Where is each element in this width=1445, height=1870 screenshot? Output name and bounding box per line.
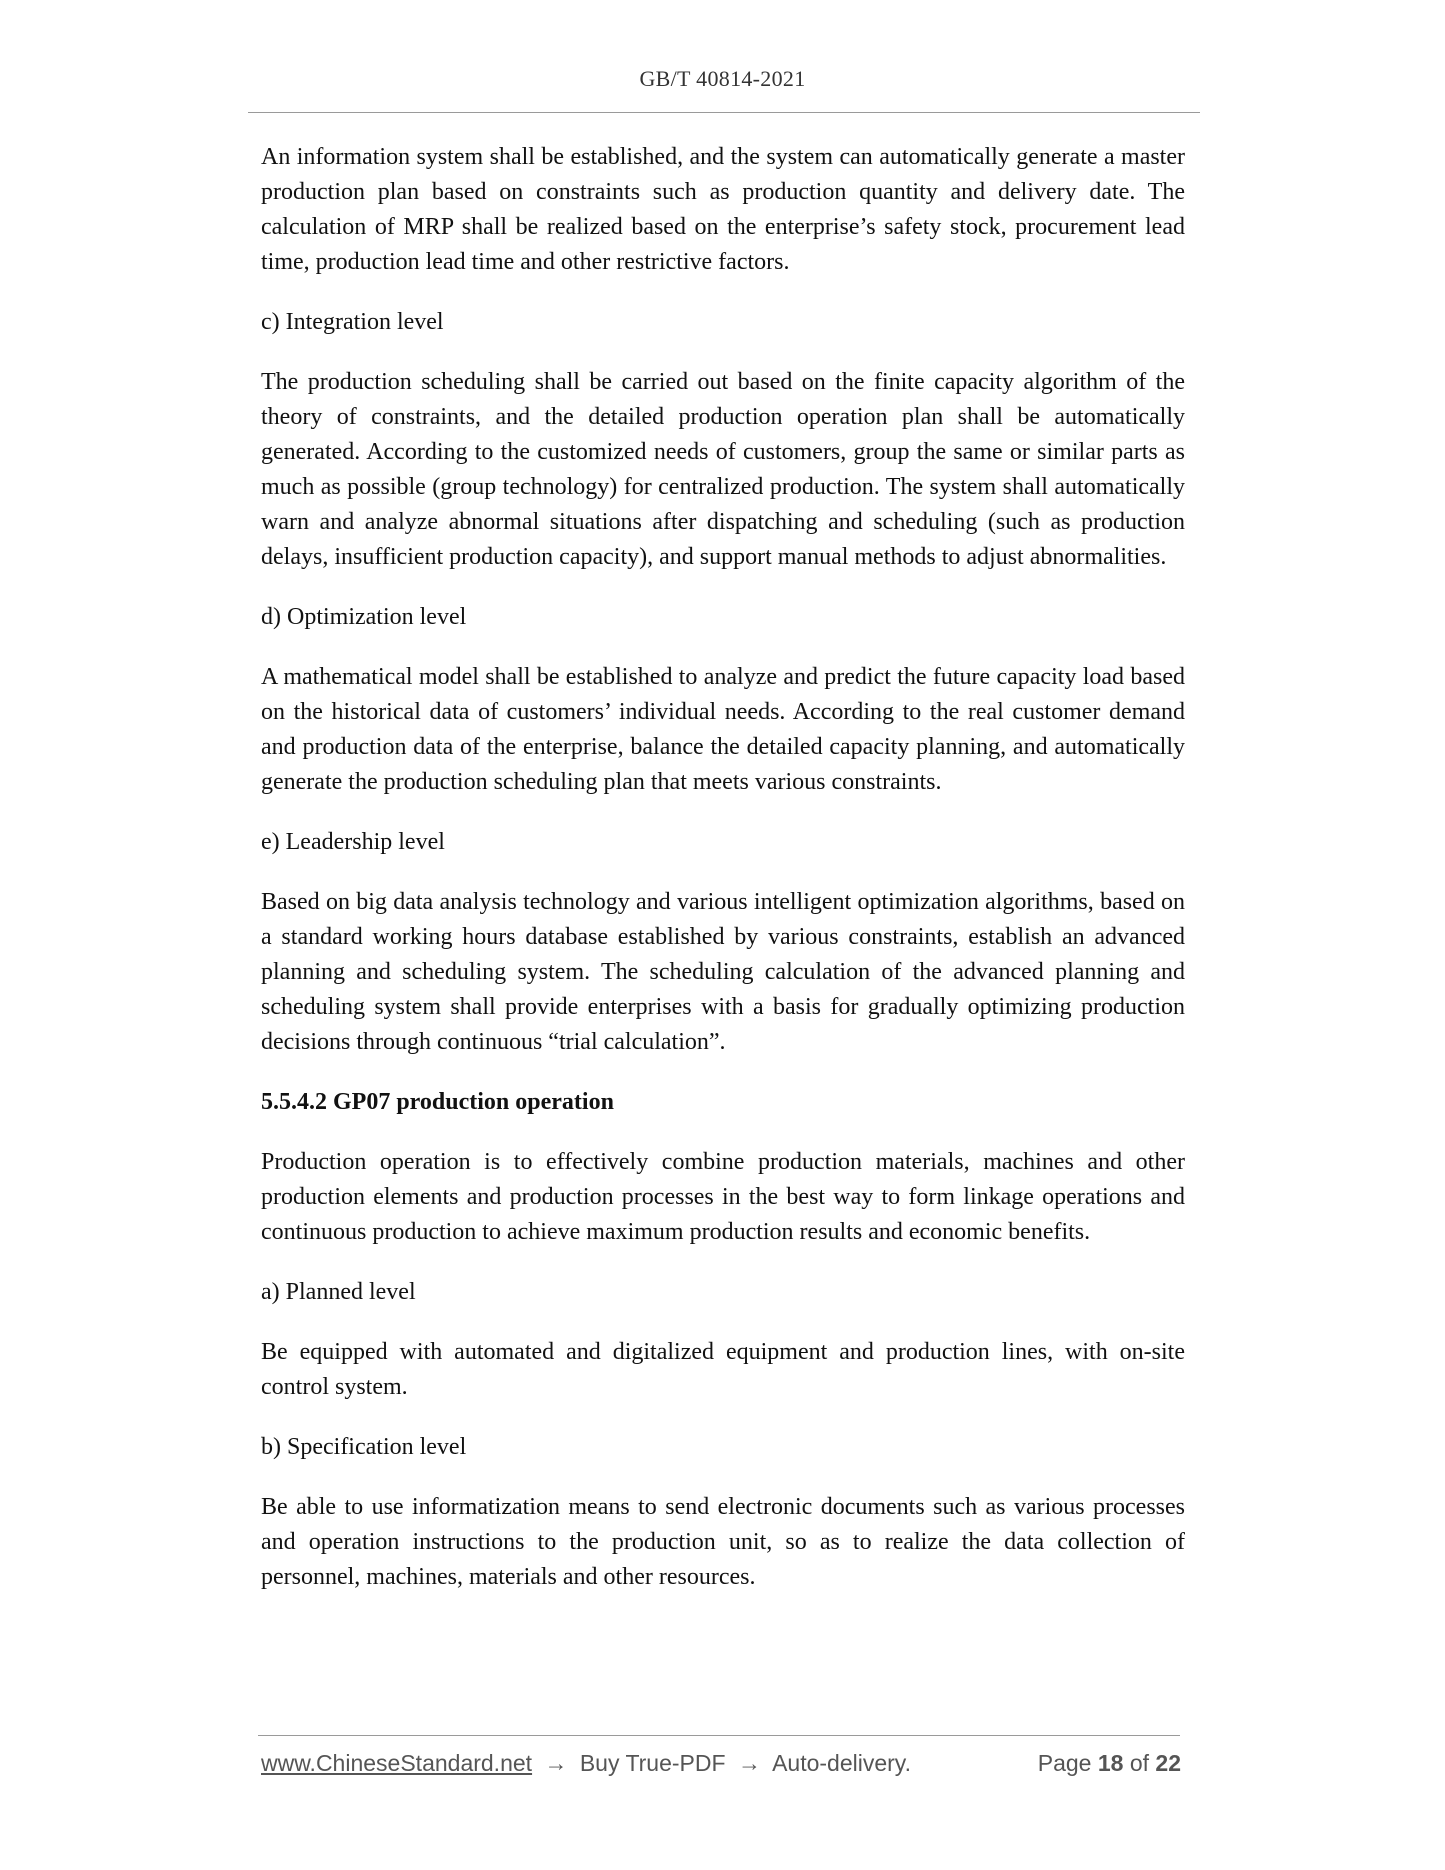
list-item-integration-level: c) Integration level xyxy=(261,309,444,335)
page-footer xyxy=(261,1750,1181,1782)
header-divider xyxy=(248,112,1200,113)
page-current: 18 xyxy=(1097,1750,1124,1776)
section-heading: 5.5.4.2 GP07 production operation xyxy=(261,1089,614,1115)
list-item-planned-level: a) Planned level xyxy=(261,1279,416,1305)
footer-promo xyxy=(261,1750,911,1777)
paragraph: The production scheduling shall be carried out based on the finite capacity algorithm of the theory of constraints, and the detailed production operation plan shall be automatically generated. According to the customized needs of customers, group the same or similar parts as much as possible (group technology) for centralized production. The system shall automatically warn and analyze abnormal situations after dispatching and scheduling (such as production delays, insufficient production capacity), and support manual methods to adjust abnormalities. xyxy=(261,369,1185,570)
list-item-optimization-level: d) Optimization level xyxy=(261,604,467,630)
of-label: of xyxy=(1129,1750,1150,1776)
paragraph: Based on big data analysis technology and various intelligent optimization algorithms, based on a standard working hours database established by various constraints, establish an advanced planning and scheduling system. The scheduling calculation of the advanced planning and scheduling system shall provide enterprises with a basis for gradually optimizing production decisions through continuous “trial calculation”. xyxy=(261,889,1185,1055)
document-body xyxy=(261,140,1185,1620)
page-counter xyxy=(1038,1750,1181,1777)
page-label: Page xyxy=(1037,1750,1092,1776)
delivery-text: Auto-delivery. xyxy=(772,1750,911,1776)
buy-text: Buy True-PDF xyxy=(579,1750,726,1776)
arrow-right-icon: → xyxy=(737,1750,761,1776)
site-link[interactable]: www.ChineseStandard.net xyxy=(261,1750,533,1776)
paragraph: A mathematical model shall be established to analyze and predict the future capacity load based on the historical data of customers’ individual needs. According to the real customer demand and production data of the enterprise, balance the detailed capacity planning, and automatically generate the production scheduling plan that meets various constraints. xyxy=(261,664,1185,795)
paragraph: Be able to use informatization means to send electronic documents such as various processes and operation instructions to the production unit, so as to realize the data collection of personnel, machines, materials and other resources. xyxy=(261,1494,1185,1590)
page-total: 22 xyxy=(1155,1750,1181,1776)
paragraph: Be equipped with automated and digitalized equipment and production lines, with on-site control system. xyxy=(261,1339,1185,1400)
footer-divider xyxy=(258,1735,1180,1736)
list-item-leadership-level: e) Leadership level xyxy=(261,829,445,855)
arrow-right-icon: → xyxy=(544,1750,568,1776)
list-item-specification-level: b) Specification level xyxy=(261,1434,467,1460)
paragraph: An information system shall be established, and the system can automatically generate a master production plan based on constraints such as production quantity and delivery date. The calculation of MRP shall be realized based on the enterprise’s safety stock, procurement lead time, production lead time and other restrictive factors. xyxy=(261,144,1185,275)
paragraph: Production operation is to effectively combine production materials, machines and other production elements and production processes in the best way to form linkage operations and continuous production to achieve maximum production results and economic benefits. xyxy=(261,1149,1185,1245)
page-header: GB/T 40814-2021 xyxy=(639,66,806,91)
